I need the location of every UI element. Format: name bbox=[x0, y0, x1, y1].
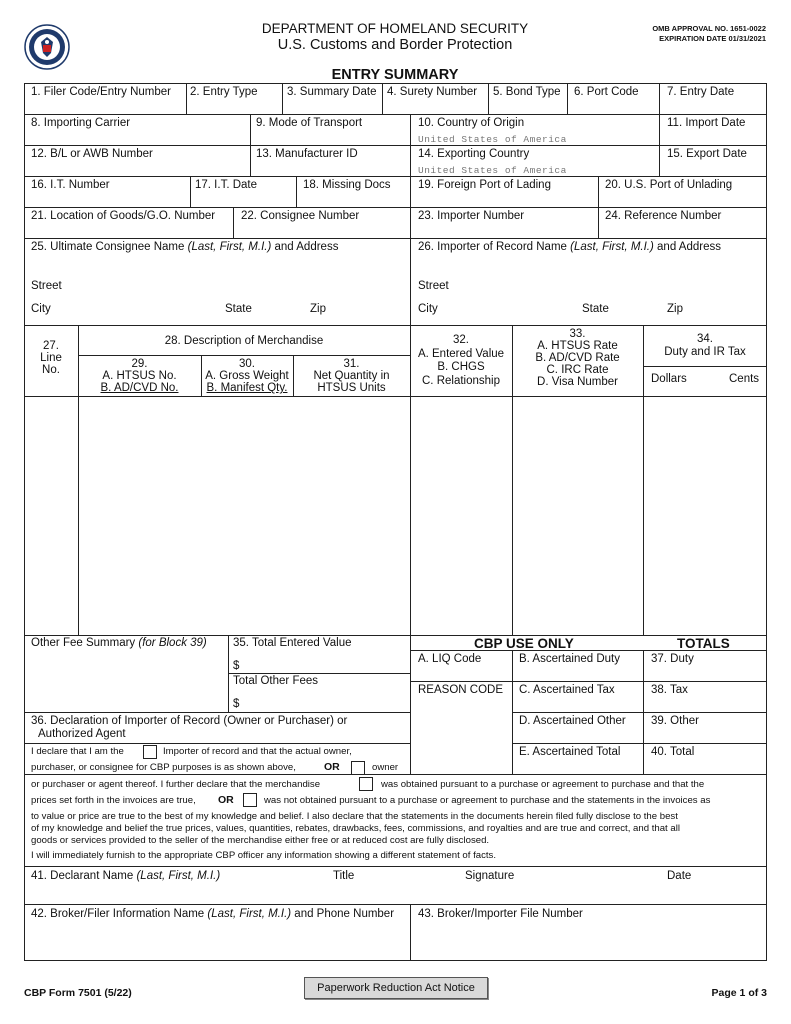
block-15-export-date: 15. Export Date bbox=[667, 148, 747, 160]
block-24-reference-number: 24. Reference Number bbox=[605, 210, 722, 222]
duty-tax-column[interactable] bbox=[645, 398, 765, 633]
importer-street-label: Street bbox=[418, 280, 449, 292]
signature-label: Signature bbox=[465, 870, 515, 882]
us-port-of-unlading-field[interactable] bbox=[600, 192, 765, 206]
block-14-exporting-country: 14. Exporting Country bbox=[418, 148, 530, 160]
b29-l1: 29. bbox=[131, 358, 148, 370]
tax-total-field[interactable] bbox=[645, 698, 765, 711]
b42-prefix: 42. Broker/Filer Information Name bbox=[31, 908, 208, 920]
summary-date-field[interactable] bbox=[284, 99, 380, 113]
block-41-declarant-name bbox=[31, 870, 220, 883]
b29-l2: A. HTSUS No. bbox=[102, 370, 177, 382]
cbp-use-only-heading: CBP USE ONLY bbox=[474, 636, 574, 651]
block-25-ultimate-consignee bbox=[31, 241, 338, 254]
bond-type-field[interactable] bbox=[490, 99, 565, 113]
importer-city-field[interactable] bbox=[448, 302, 578, 318]
b25-suffix: and Address bbox=[271, 241, 339, 253]
other-fee-summary-field[interactable] bbox=[26, 652, 226, 710]
b25-prefix: 25. Ultimate Consignee Name bbox=[31, 241, 188, 253]
block-36-declaration-line2: Authorized Agent bbox=[38, 728, 126, 740]
consignee-zip-label: Zip bbox=[310, 303, 326, 315]
declaration-line-2-or: OR bbox=[324, 761, 340, 773]
block-6-port-code: 6. Port Code bbox=[574, 86, 639, 98]
other-fee-prefix: Other Fee Summary bbox=[31, 637, 139, 649]
block-17-it-date: 17. I.T. Date bbox=[195, 179, 258, 191]
dollars-label: Dollars bbox=[651, 373, 687, 385]
importer-city-label: City bbox=[418, 303, 438, 315]
it-number-field[interactable] bbox=[26, 192, 188, 206]
title-label: Title bbox=[333, 870, 355, 882]
block-1-filer-code: 1. Filer Code/Entry Number bbox=[31, 86, 171, 98]
block-20-us-port-of-unlading: 20. U.S. Port of Unlading bbox=[605, 179, 733, 191]
form-number: CBP Form 7501 (5/22) bbox=[24, 987, 132, 999]
block-23-importer-number: 23. Importer Number bbox=[418, 210, 525, 222]
block-2-entry-type: 2. Entry Type bbox=[190, 86, 258, 98]
b26-prefix: 26. Importer of Record Name bbox=[418, 241, 571, 253]
b27-l2: Line bbox=[40, 352, 62, 364]
b29-l3: B. AD/CVD No. bbox=[100, 382, 179, 394]
total-entered-value-field[interactable] bbox=[242, 658, 408, 672]
block-9-mode-of-transport: 9. Mode of Transport bbox=[256, 117, 363, 129]
block-3-summary-date: 3. Summary Date bbox=[287, 86, 377, 98]
consignee-number-field[interactable] bbox=[235, 223, 408, 237]
reference-number-field[interactable] bbox=[600, 223, 765, 237]
entry-type-field[interactable] bbox=[188, 99, 280, 113]
totals-heading: TOTALS bbox=[677, 636, 730, 651]
block-39-other: 39. Other bbox=[651, 715, 699, 727]
declaration-line-7: goods or services provided to the seller of the merchandise either free or at reduced cost are fully disclosed. bbox=[31, 835, 490, 846]
not-purchase-agreement-checkbox[interactable] bbox=[243, 793, 257, 807]
declaration-line-8: I will immediately furnish to the appropriate CBP officer any information showing a different statement of facts. bbox=[31, 850, 496, 861]
import-date-field[interactable] bbox=[661, 130, 765, 144]
port-code-field[interactable] bbox=[569, 99, 657, 113]
signature-field[interactable] bbox=[454, 884, 654, 902]
importer-zip-label: Zip bbox=[667, 303, 683, 315]
declarant-name-field[interactable] bbox=[26, 884, 316, 902]
declaration-line-5: to value or price are true to the best of my knowledge and belief. I also declare that the statements in the documents herein filed fully disclose to the best bbox=[31, 811, 678, 822]
foreign-port-of-lading-field[interactable] bbox=[412, 192, 596, 206]
b32-l1: 32. bbox=[453, 334, 469, 346]
b33-l2: A. HTSUS Rate bbox=[537, 340, 618, 352]
other-fee-summary bbox=[31, 637, 207, 650]
other-fees-dollar-sign: $ bbox=[233, 698, 240, 710]
form-title: ENTRY SUMMARY bbox=[331, 67, 459, 83]
grand-total-field[interactable] bbox=[645, 760, 765, 773]
block-43-broker-importer-file-number: 43. Broker/Importer File Number bbox=[418, 908, 583, 920]
b42-suffix: and Phone Number bbox=[291, 908, 395, 920]
consignee-street-field[interactable] bbox=[70, 279, 408, 295]
entered-value-dollar-sign: $ bbox=[233, 660, 240, 672]
block-40-total: 40. Total bbox=[651, 746, 695, 758]
b31-l3: HTSUS Units bbox=[317, 382, 386, 394]
b41-italic: (Last, First, M.I.) bbox=[136, 870, 221, 882]
b34-l2: Duty and IR Tax bbox=[664, 346, 746, 358]
it-date-field[interactable] bbox=[192, 192, 294, 206]
block-7-entry-date: 7. Entry Date bbox=[667, 86, 735, 98]
block-16-it-number: 16. I.T. Number bbox=[31, 179, 110, 191]
block-32-entered-value bbox=[410, 334, 512, 388]
importer-of-record-checkbox[interactable] bbox=[143, 745, 157, 759]
other-total-field[interactable] bbox=[645, 729, 765, 742]
importer-street-field[interactable] bbox=[458, 279, 765, 295]
total-other-fees-label: Total Other Fees bbox=[233, 675, 319, 687]
consignee-city-field[interactable] bbox=[60, 302, 220, 318]
paperwork-reduction-act-button[interactable]: Paperwork Reduction Act Notice bbox=[304, 977, 488, 999]
b33-l4: C. IRC Rate bbox=[546, 364, 609, 376]
htsus-rate-column[interactable] bbox=[514, 398, 641, 633]
liq-code-label: A. LIQ Code bbox=[418, 653, 482, 665]
ascertained-other-label: D. Ascertained Other bbox=[519, 715, 626, 727]
block-27-line-no bbox=[24, 340, 78, 376]
exporting-country-select[interactable]: United States of America bbox=[418, 165, 567, 176]
block-35-total-entered-value: 35. Total Entered Value bbox=[233, 637, 352, 649]
declaration-line-4a: prices set forth in the invoices are true, bbox=[31, 795, 196, 806]
block-26-importer-of-record bbox=[418, 241, 721, 254]
block-18-missing-docs: 18. Missing Docs bbox=[303, 179, 391, 191]
b41-prefix: 41. Declarant Name bbox=[31, 870, 137, 882]
block-30-gross-weight bbox=[201, 358, 293, 394]
declaration-line-1a: I declare that I am the bbox=[31, 746, 124, 757]
declaration-line-3a: or purchaser or agent thereof. I further declare that the merchandise bbox=[31, 779, 321, 790]
date-label: Date bbox=[667, 870, 692, 882]
block-29-htsus bbox=[78, 358, 201, 394]
declaration-line-6: of my knowledge and belief the true prices, values, quantities, rebates, drawbacks, fees, commissions, and royalties and are true and correct, and that all bbox=[31, 823, 680, 834]
b34-l1: 34. bbox=[697, 333, 713, 345]
b26-suffix: and Address bbox=[653, 241, 721, 253]
block-5-bond-type: 5. Bond Type bbox=[493, 86, 561, 98]
mode-of-transport-field[interactable] bbox=[252, 130, 408, 144]
consignee-state-label: State bbox=[225, 303, 252, 315]
location-of-goods-field[interactable] bbox=[26, 223, 231, 237]
block-10-country-of-origin: 10. Country of Origin bbox=[418, 117, 525, 129]
b25-italic: (Last, First, M.I.) bbox=[187, 241, 272, 253]
block-4-surety-number: 4. Surety Number bbox=[387, 86, 478, 98]
date-field[interactable] bbox=[658, 884, 765, 902]
block-19-foreign-port-of-lading: 19. Foreign Port of Lading bbox=[418, 179, 551, 191]
b42-italic: (Last, First, M.I.) bbox=[207, 908, 292, 920]
block-28-description: 28. Description of Merchandise bbox=[164, 335, 324, 347]
importer-name-field[interactable] bbox=[412, 256, 765, 276]
bl-awb-number-field[interactable] bbox=[26, 161, 248, 175]
b33-l1: 33. bbox=[569, 328, 586, 340]
b30-l3: B. Manifest Qty. bbox=[206, 382, 288, 394]
surety-number-field[interactable] bbox=[384, 99, 486, 113]
owner-checkbox[interactable] bbox=[351, 761, 365, 775]
missing-docs-field[interactable] bbox=[298, 192, 408, 206]
consignee-city-label: City bbox=[31, 303, 51, 315]
entered-value-column[interactable] bbox=[412, 398, 510, 633]
broker-file-number-field[interactable] bbox=[412, 922, 765, 959]
block-8-importing-carrier: 8. Importing Carrier bbox=[31, 117, 131, 129]
b31-l2: Net Quantity in bbox=[313, 370, 390, 382]
purchase-agreement-checkbox[interactable] bbox=[359, 777, 373, 791]
b30-l2: A. Gross Weight bbox=[205, 370, 289, 382]
block-38-tax: 38. Tax bbox=[651, 684, 688, 696]
b27-l1: 27. bbox=[43, 340, 59, 352]
b33-l3: B. AD/CVD Rate bbox=[535, 352, 620, 364]
dhs-seal-icon bbox=[24, 24, 70, 70]
consignee-name-field[interactable] bbox=[26, 256, 408, 276]
block-42-broker-filer bbox=[31, 908, 394, 921]
manufacturer-id-field[interactable] bbox=[252, 161, 408, 175]
other-fee-italic: (for Block 39) bbox=[138, 637, 207, 649]
ascertained-total-label: E. Ascertained Total bbox=[519, 746, 621, 758]
ascertained-tax-label: C. Ascertained Tax bbox=[519, 684, 615, 696]
declaration-line-4-or: OR bbox=[218, 794, 234, 806]
b27-l3: No. bbox=[42, 364, 60, 376]
importer-number-field[interactable] bbox=[412, 223, 596, 237]
declaration-line-2b: owner bbox=[372, 762, 399, 773]
declaration-line-4b: was not obtained pursuant to a purchase or agreement to purchase and the statements in the invoices as bbox=[264, 795, 711, 806]
description-column[interactable] bbox=[80, 398, 408, 633]
export-date-field[interactable] bbox=[661, 161, 765, 175]
importing-carrier-field[interactable] bbox=[26, 130, 248, 144]
line-no-column[interactable] bbox=[26, 398, 76, 633]
reason-code-label: REASON CODE bbox=[418, 684, 503, 696]
b30-l1: 30. bbox=[239, 358, 255, 370]
block-21-location-of-goods: 21. Location of Goods/G.O. Number bbox=[31, 210, 216, 222]
expiration-date: EXPIRATION DATE 01/31/2021 bbox=[659, 34, 766, 43]
b32-l3: B. CHGS bbox=[437, 361, 485, 373]
consignee-street-label: Street bbox=[31, 280, 62, 292]
b32-l4: C. Relationship bbox=[422, 374, 500, 387]
omb-approval: OMB APPROVAL NO. 1651-0022 bbox=[652, 24, 766, 33]
country-of-origin-select[interactable]: United States of America bbox=[418, 134, 567, 145]
b33-l5: D. Visa Number bbox=[537, 376, 618, 388]
entry-date-field[interactable] bbox=[661, 99, 765, 113]
total-other-fees-field[interactable] bbox=[242, 696, 408, 710]
declaration-line-3b: was obtained pursuant to a purchase or agreement to purchase and that the bbox=[381, 779, 705, 790]
filer-code-field[interactable] bbox=[26, 99, 184, 113]
broker-filer-info-field[interactable] bbox=[26, 922, 408, 959]
block-33-htsus-rate bbox=[512, 328, 643, 388]
block-11-import-date: 11. Import Date bbox=[667, 117, 746, 129]
block-22-consignee-number: 22. Consignee Number bbox=[241, 210, 360, 222]
block-13-manufacturer-id: 13. Manufacturer ID bbox=[256, 148, 358, 160]
duty-total-field[interactable] bbox=[645, 667, 765, 680]
declaration-line-2a: purchaser, or consignee for CBP purposes is as shown above, bbox=[31, 762, 296, 773]
title-field[interactable] bbox=[320, 884, 450, 902]
block-36-declaration-line1: 36. Declaration of Importer of Record (Owner or Purchaser) or bbox=[31, 715, 348, 727]
department-heading: DEPARTMENT OF HOMELAND SECURITY bbox=[261, 21, 529, 36]
agency-heading: U.S. Customs and Border Protection bbox=[277, 37, 513, 53]
declaration-line-1b: Importer of record and that the actual owner, bbox=[163, 746, 352, 757]
page-number: Page 1 of 3 bbox=[711, 987, 767, 999]
block-34-duty-ir-tax bbox=[643, 333, 767, 359]
ascertained-duty-label: B. Ascertained Duty bbox=[519, 653, 620, 665]
cents-label: Cents bbox=[729, 373, 760, 385]
b31-l1: 31. bbox=[343, 358, 360, 370]
b26-italic: (Last, First, M.I.) bbox=[570, 241, 654, 253]
block-31-net-quantity bbox=[293, 358, 410, 394]
block-12-bl-awb-number: 12. B/L or AWB Number bbox=[31, 148, 153, 160]
block-37-duty: 37. Duty bbox=[651, 653, 694, 665]
importer-state-label: State bbox=[582, 303, 609, 315]
b32-l2: A. Entered Value bbox=[417, 347, 505, 360]
